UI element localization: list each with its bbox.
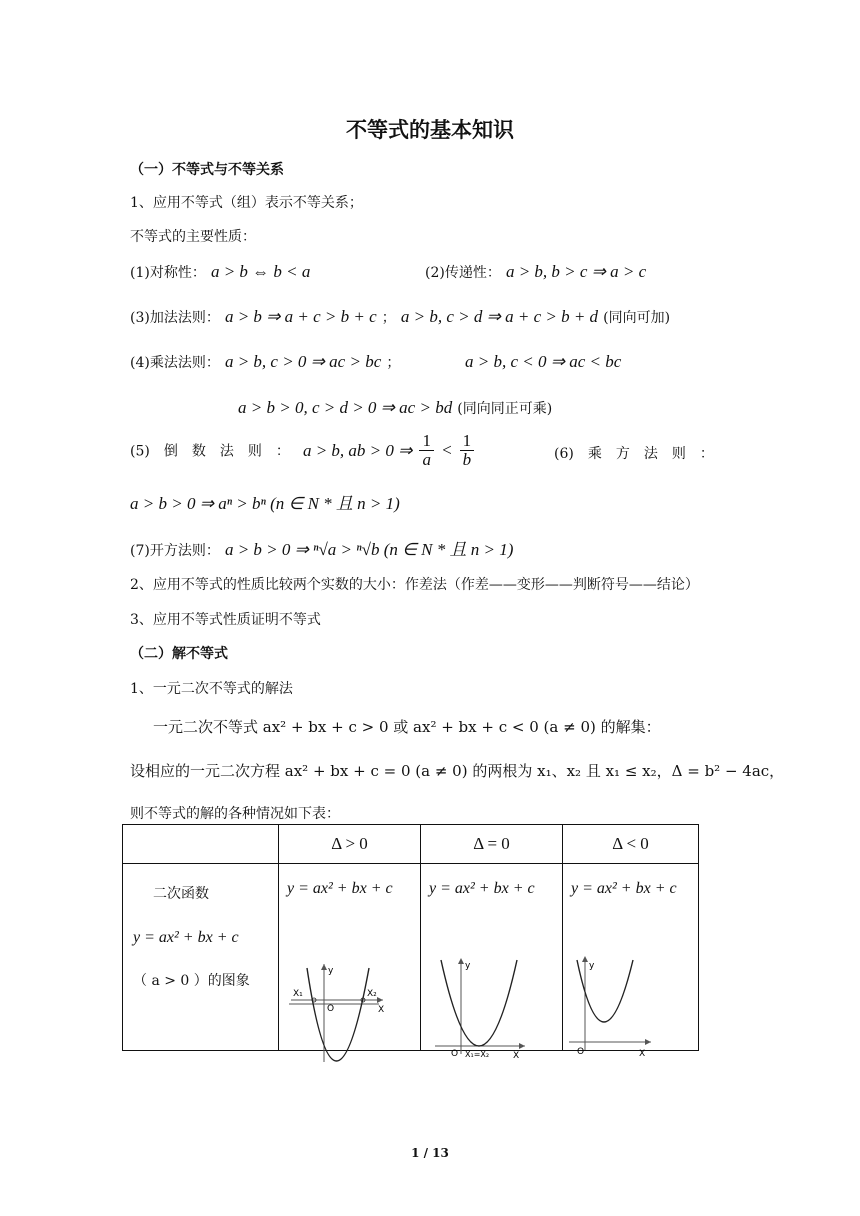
table-row [123, 864, 699, 1051]
paragraph-4: 3、应用不等式性质证明不等式 [130, 612, 321, 628]
origin-label-2: O [451, 1049, 459, 1059]
property-1 [130, 262, 310, 282]
property-1-formula: a > b ⇔ b < a [210, 262, 311, 281]
property-2-formula: a > b, b > c ⇒ a > c [505, 262, 647, 281]
section-heading-1: （一）不等式与不等关系 [130, 162, 284, 178]
x-axis-label-2: X [513, 1051, 520, 1061]
page-title: 不等式的基本知识 [346, 118, 514, 142]
property-2-label: (2)传递性： [425, 265, 501, 281]
graph-cell-one-root [421, 864, 563, 1061]
section-heading-2: （二）解不等式 [130, 646, 228, 662]
paragraph-8: 则不等式的解的各种情况如下表： [130, 806, 340, 822]
parabola-two-roots-graph [279, 864, 420, 1040]
property-5-label: (5) 倒 数 法 则 ： [130, 443, 290, 460]
origin-label-3: O [577, 1047, 585, 1057]
property-4-formula-1: a > b, c > 0 ⇒ ac > bc [224, 352, 382, 371]
root-label-x2: X₂ [367, 989, 377, 999]
property-3-formula-1: a > b ⇒ a + c > b + c [224, 307, 377, 326]
page-number: 1 / 13 [411, 1146, 449, 1160]
property-5: (5) 倒 数 法 则 ： a > b, ab > 0 ⇒ $\frac{1}{a}$ < $\frac{1}{b}$ [130, 432, 476, 469]
y-axis-label-3: y [589, 961, 595, 971]
function-label-2: y = ax² + bx + c [429, 880, 535, 897]
header-delta-positive: Δ > 0 [279, 825, 421, 864]
property-4-formula-2: a > b, c < 0 ⇒ ac < bc [465, 352, 622, 371]
property-3 [130, 307, 670, 327]
fraction-one-over-a: $\frac{1}{a}$ [419, 432, 434, 469]
parabola-one-root-graph [421, 864, 562, 1061]
property-4-line-2 [238, 398, 552, 418]
origin-label-1: O [327, 1004, 335, 1014]
property-5-formula: a > b, ab > 0 ⇒ [302, 440, 413, 460]
property-2 [425, 262, 646, 282]
paragraph-5: 1、一元二次不等式的解法 [130, 681, 293, 697]
paragraph-3: 2、应用不等式的性质比较两个实数的大小：作差法（作差——变形——判断符号——结论） [130, 577, 699, 593]
property-6-label: (6) 乘 方 法 则 ： [554, 446, 714, 462]
property-7 [130, 535, 513, 560]
row-label-line-1: 二次函数 [153, 886, 209, 902]
header-delta-negative: Δ < 0 [563, 825, 699, 864]
property-4-separator: ； [386, 355, 401, 371]
property-7-label: (7)开方法则： [130, 543, 220, 559]
property-4-label: (4)乘法法则： [130, 355, 220, 371]
table-header-row [123, 825, 699, 864]
property-4 [130, 352, 400, 372]
property-7-formula: a > b > 0 ⇒ ⁿ√a > ⁿ√b (n ∈ N * 且 n > 1) [224, 540, 514, 559]
root-label-x1: X₁ [293, 989, 303, 999]
property-4-formula-3: a > b > 0, c > d > 0 ⇒ ac > bd [238, 398, 453, 417]
solution-table [122, 824, 699, 1061]
header-delta-zero: Δ = 0 [421, 825, 563, 864]
property-4-note: (同向同正可乘) [457, 401, 553, 417]
row-label-cell [123, 864, 279, 1051]
paragraph-1: 1、应用不等式（组）表示不等关系； [130, 195, 363, 211]
property-6-formula: a > b > 0 ⇒ aⁿ > bⁿ (n ∈ N * 且 n > 1) [130, 494, 400, 513]
property-3-label: (3)加法法则： [130, 310, 220, 326]
paragraph-6: 一元二次不等式 ax² + bx + c > 0 或 ax² + bx + c < 0 (a ≠ 0) 的解集： [153, 718, 661, 736]
paragraph-2: 不等式的主要性质： [130, 229, 256, 245]
property-1-label: (1)对称性： [130, 265, 206, 281]
property-3-formula-2: a > b, c > d ⇒ a + c > b + d [400, 307, 599, 326]
parabola-no-roots-graph [563, 864, 698, 1059]
paragraph-7: 设相应的一元二次方程 ax² + bx + c = 0 (a ≠ 0) 的两根为 x₁、x₂ 且 x₁ ≤ x₂，Δ = b² − 4ac， [130, 762, 785, 780]
property-3-note: (同向可加) [603, 310, 671, 326]
table-corner-cell [123, 825, 279, 864]
row-label-line-3: （ a > 0 ）的图象 [133, 972, 250, 989]
function-label-3: y = ax² + bx + c [571, 880, 677, 897]
row-label-line-2: y = ax² + bx + c [133, 928, 239, 946]
y-axis-label-2: y [465, 961, 471, 971]
x-axis-label-1: X [378, 1005, 385, 1015]
x-axis-label-3: X [639, 1049, 646, 1059]
graph-cell-two-roots [279, 864, 421, 1051]
y-axis-label-1: y [328, 966, 334, 976]
property-3-separator: ； [381, 310, 396, 326]
double-root-label: X₁=X₂ [465, 1050, 490, 1059]
function-label-1: y = ax² + bx + c [287, 880, 393, 897]
fraction-one-over-b: $\frac{1}{b}$ [460, 432, 475, 469]
graph-cell-no-roots [563, 864, 699, 1059]
